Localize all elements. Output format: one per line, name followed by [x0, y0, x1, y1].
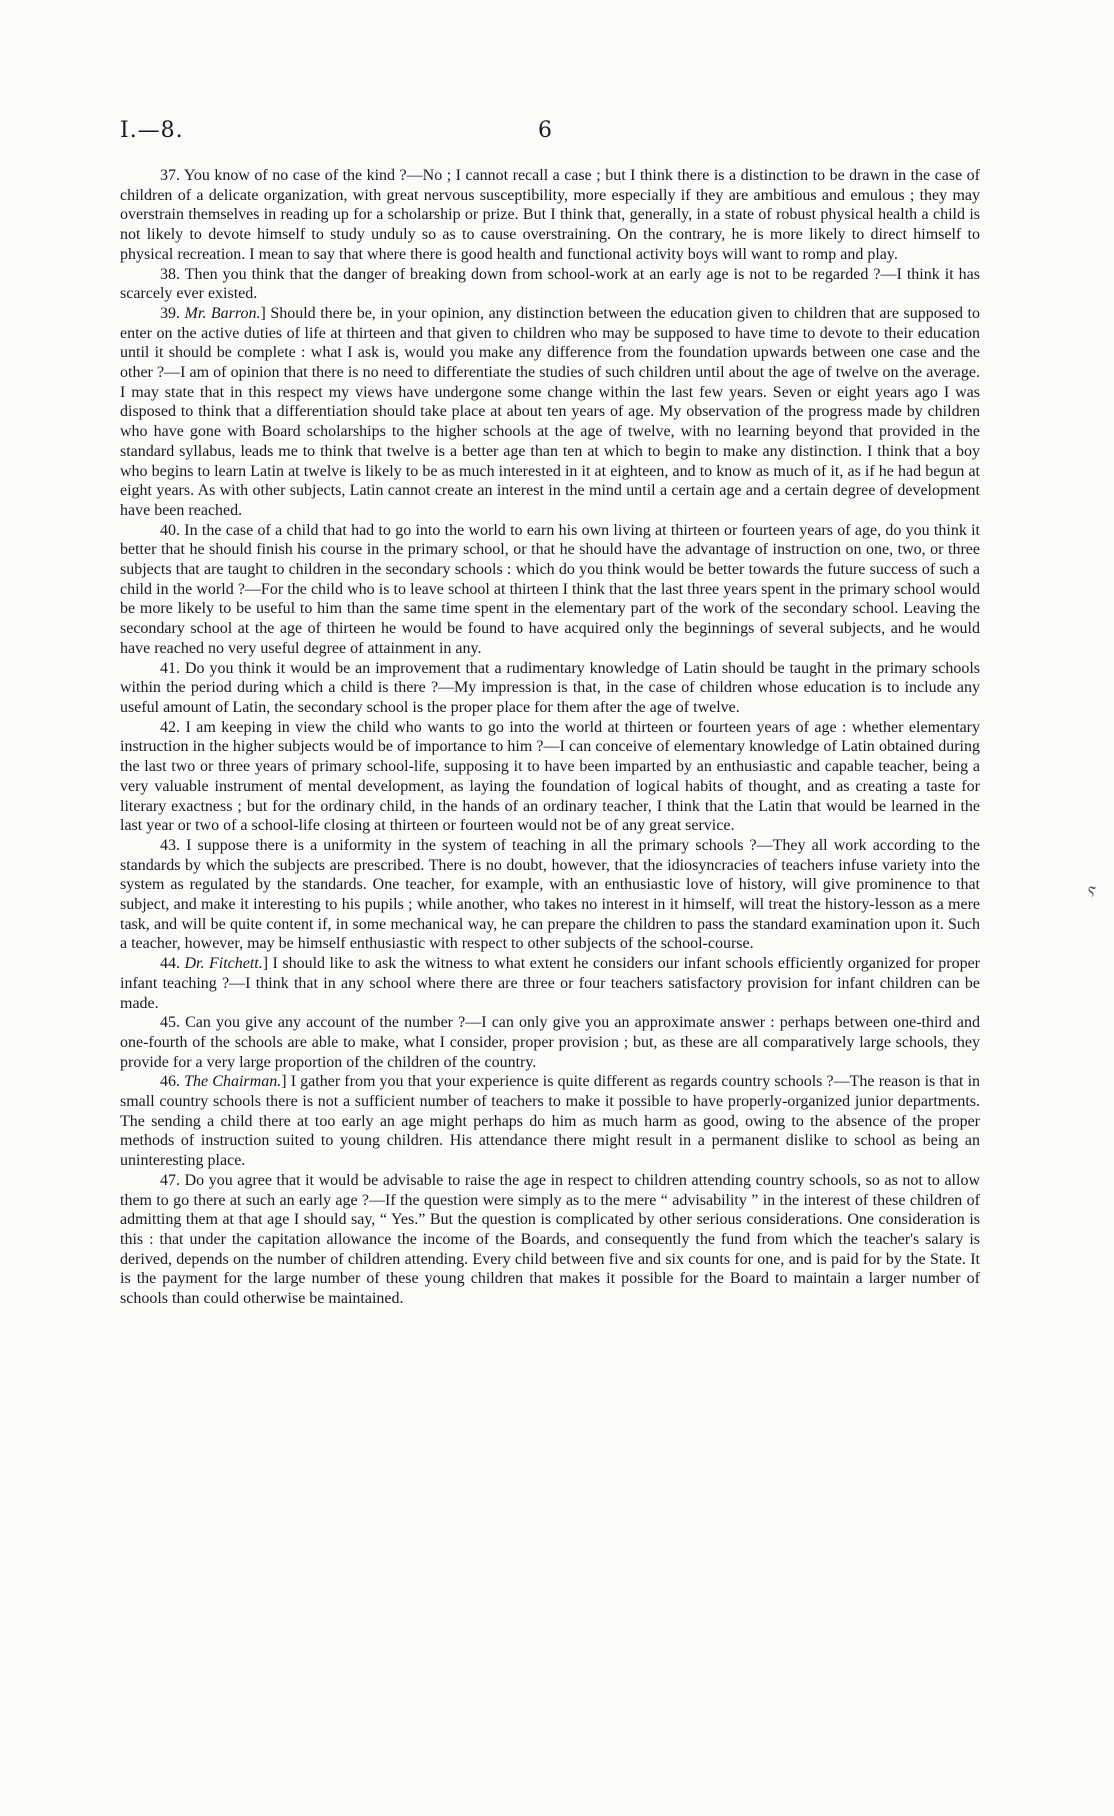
paragraph-number: 46. [160, 1073, 185, 1091]
paragraph-text: 47. Do you agree that it would be advisable to raise the age in respect to children attending country schools, so as not to allow them to go there at such an early age ?—If the question were simply as to the mere “ advisability ” in the interest of these children of admitting them at that age I should say, “ Yes.” But the question is complicated by other serious considerations. One consideration is this : that under the capitation allowance the income of the Boards, and consequently the fund from which the teacher's salary is derived, depends on the number of children attending. Every child between five and six counts for one, and is paid for by the State. It is the payment for the large number of these young children that makes it possible for the Board to maintain a larger number of schools than could otherwise be maintained. [120, 1171, 980, 1308]
page-header [0, 118, 1114, 148]
body-text [120, 166, 980, 1309]
paragraph-42 [120, 718, 980, 836]
paragraph-39 [120, 304, 980, 521]
paragraph-text: ] I gather from you that your experience is quite different as regards country schools ?—The reason is that in small country schools there is not a sufficient number of teachers to make it possible to have properly-organized junior departments. The sending a child there at too early an age might perhaps do him as much harm as good, owing to the absence of the proper methods of instruction suited to young children. His attendance there might result in a permanent dislike to school as being an uninteresting place. [120, 1073, 981, 1170]
paragraph-45 [120, 1013, 980, 1072]
speaker-name: Dr. Fitchett. [184, 955, 263, 973]
paragraph-text: 45. Can you give any account of the number ?—I can only give you an approximate answer : perhaps between one-third and one-fourth of the schools are able to make, what I consider, proper provision ; but, as these are all comparatively large schools, they provide for a very large proportion of the children of the country. [120, 1014, 980, 1071]
margin-mark: Ⲋ [1088, 884, 1097, 900]
paragraph-text: 40. In the case of a child that had to go into the world to earn his own living at thirteen or fourteen years of age, do you think it better that he should finish his course in the primary school, or that he should have the advantage of instruction on one, two, or three subjects that are taught to children in the secondary schools : which do you think would be better towards the future success of such a child in the world ?—For the child who is to leave school at thirteen I think that the last three years spent in the primary school would be more likely to be useful to him than the same time spent in the elementary part of the work of the secondary school. Leaving the secondary school at the age of thirteen he would be found to have acquired only the beginnings of several subjects, and he would have reached no very useful degree of attainment in any. [120, 521, 980, 657]
page-number: 6 [538, 118, 552, 143]
paragraph-text: 37. You know of no case of the kind ?—No ; I cannot recall a case ; but I think there is a distinction to be drawn in the case of children of a delicate organization, with great nervous susceptibility, more especially if they are ambitious and emulous ; they may overstrain themselves in reading up for a scholarship or prize. But I think that, generally, in a state of robust physical health a child is not likely to devote himself to study unduly so as to cause overstraining. On the contrary, he is more likely to direct himself to physical recreation. I mean to say that where there is good health and functional activity boys will want to romp and play. [120, 167, 980, 263]
paragraph-44 [120, 954, 980, 1013]
paragraph-text: 43. I suppose there is a uniformity in the system of teaching in all the primary schools ?—They all work according to the standards by which the subjects are prescribed. There is no doubt, however, that the idiosyncracies of teachers infuse variety into the system as regulated by the standards. One teacher, for example, with an enthusiastic love of history, will give prominence to that subject, and make it interesting to his pupils ; while another, who takes no interest in it himself, will treat the history-lesson as a mere task, and will be quite content if, in some mechanical way, he can prepare the children to pass the standard examination upon it. Such a teacher, however, may be himself enthusiastic with respect to other subjects of the school-course. [120, 836, 980, 953]
paragraph-text: ] Should there be, in your opinion, any distinction between the education given to children that are supposed to enter on the active duties of life at thirteen and that given to children who may be supposed to have time to devote to their education until it should be complete : what I ask is, would you make any difference from the foundation upwards between one case and the other ?—I am of opinion that there is no need to differentiate the studies of such children until about the age of twelve on the average. I may state that in this respect my views have undergone some change within the last few years. Seven or eight years ago I was disposed to think that a differentiation should take place at about ten years of age. My observation of the progress made by children who have gone with Board scholarships to the higher schools at the age of twelve, with no learning beyond that provided in the standard syllabus, leads me to think that twelve is a better age than ten at which to begin to make any distinction. I think that a boy who begins to learn Latin at twelve is likely to be as much interested in it at eighteen, and to know as much of it, as if he had begun at eight years. As with other subjects, Latin cannot create an interest in the mind until a certain age and a certain degree of development have been reached. [120, 304, 981, 519]
paragraph-41 [120, 659, 980, 718]
paragraph-46 [120, 1072, 980, 1171]
speaker-name: Mr. Barron. [184, 304, 261, 322]
page-reference: I.—8. [120, 118, 184, 143]
paragraph-43 [120, 836, 980, 954]
speaker-name: The Chairman. [184, 1073, 282, 1091]
paragraph-number: 39. [160, 304, 185, 322]
paragraph-47 [120, 1171, 980, 1309]
paragraph-text: 41. Do you think it would be an improvement that a rudimentary knowledge of Latin should be taught in the primary schools within the period during which a child is there ?—My impression is that, in the case of children whose education is to include any useful amount of Latin, the secondary school is the proper place for them after the age of twelve. [120, 659, 980, 716]
paragraph-40 [120, 521, 980, 659]
paragraph-text: 38. Then you think that the danger of breaking down from school-work at an early age is not to be regarded ?—I think it has scarcely ever existed. [120, 265, 980, 303]
paragraph-number: 44. [160, 955, 185, 973]
paragraph-38 [120, 265, 980, 304]
paragraph-37 [120, 166, 980, 265]
paragraph-text: 42. I am keeping in view the child who wants to go into the world at thirteen or fourteen years of age : whether elementary instruction in the higher subjects would be of importance to him ?—I can conceive of elementary knowledge of Latin obtained during the last two or three years of primary school-life, supposing it to have been imparted by an enthusiastic and capable teacher, being a very valuable instrument of mental development, as laying the foundation of logical habits of thought, and as creating a taste for literary exactness ; but for the ordinary child, in the hands of an ordinary teacher, I think that the Latin that would be learned in the last year or two of a school-life closing at thirteen or fourteen would not be of any great service. [120, 718, 980, 835]
paragraph-text: ] I should like to ask the witness to what extent he considers our infant schools efficiently organized for proper infant teaching ?—I think that in any school where there are three or four teachers satisfactory provision for infant children can be made. [120, 955, 980, 1012]
